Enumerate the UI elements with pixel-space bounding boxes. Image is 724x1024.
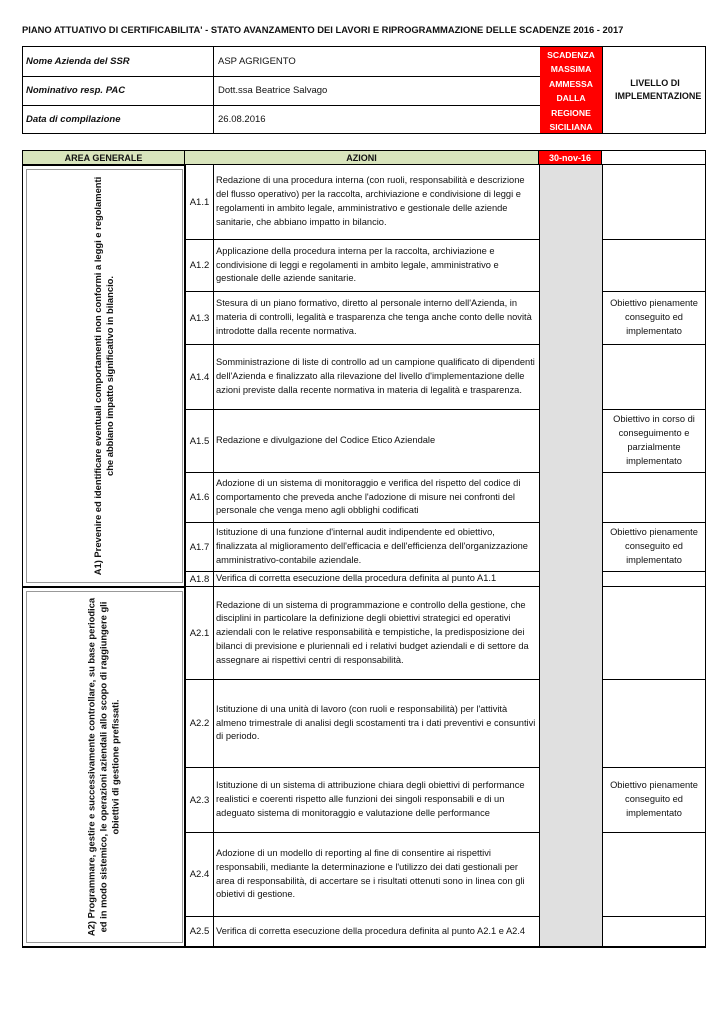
table-row (185, 345, 706, 410)
info-label-azienda: Nome Azienda del SSR (23, 47, 214, 76)
action-code: A1.2 (185, 240, 213, 292)
table-row (185, 680, 706, 768)
action-code: A1.3 (185, 292, 213, 345)
table-row (185, 917, 706, 947)
header-azioni: AZIONI (185, 150, 539, 165)
action-description: Redazione di una procedura interna (con ruoli, responsabilità e descrizione del flusso operativo) per la raccolta, archiviazione e condivisione di leggi e regolamenti in ambito legale, amministrativo e gestionale delle aziende sanitarie, che abbiano impatto in bilancio. (213, 165, 539, 240)
info-value-azienda: ASP AGRIGENTO (214, 47, 562, 76)
action-description: Adozione di un sistema di monitoraggio e verifica del rispetto del codice di comportamento che preveda anche l'adozione di misure nei confronti del personale che venga meno agli obblighi codificati (213, 473, 539, 523)
implementation-level (602, 473, 706, 523)
action-code: A2.2 (185, 680, 213, 768)
action-description: Istituzione di una unità di lavoro (con ruoli e responsabilità) per l'attività almeno trimestrale di analisi degli scostamenti tra i dati preventivi e consuntivi di periodo. (213, 680, 539, 768)
table-row (185, 523, 706, 572)
table-row (185, 587, 706, 680)
implementation-level (602, 917, 706, 947)
table-row (185, 410, 706, 473)
implementation-level: Obiettivo pienamente conseguito ed implementato (602, 292, 706, 345)
action-code: A1.8 (185, 572, 213, 587)
deadline-cell (539, 833, 602, 917)
deadline-cell (539, 292, 602, 345)
deadline-cell (539, 165, 602, 240)
header-empty (602, 150, 706, 165)
info-table (22, 46, 706, 134)
action-code: A2.1 (185, 587, 213, 680)
header-deadline-date: 30-nov-16 (539, 150, 602, 165)
implementation-level: Obiettivo pienamente conseguito ed implementato (602, 768, 706, 833)
action-description: Istituzione di una funzione d'internal audit indipendente ed obiettivo, finalizzata al miglioramento dell'efficacia e dell'efficienza dell'organizzazione amministrativo-contabile aziendale. (213, 523, 539, 572)
action-code: A1.5 (185, 410, 213, 473)
deadline-cell (539, 240, 602, 292)
implementation-level (602, 572, 706, 587)
deadline-cell (539, 572, 602, 587)
livello-header: LIVELLO DI IMPLEMENTAZIONE (615, 78, 702, 101)
info-label-resp: Nominativo resp. PAC (23, 76, 214, 105)
info-value-resp: Dott.ssa Beatrice Salvago (214, 76, 562, 105)
deadline-cell (539, 587, 602, 680)
table-row (185, 572, 706, 587)
document-title: PIANO ATTUATIVO DI CERTIFICABILITA' - STATO AVANZAMENTO DEI LAVORI E RIPROGRAMMAZIONE DELLE SCADENZE 2016 - 2017 (22, 24, 624, 35)
action-description: Somministrazione di liste di controllo ad un campione qualificato di dipendenti dell'Azienda e finalizzato alla rilevazione del livello d'implementazione delle azioni previste dalla recente normativa in materia di legalità e trasparenza. (213, 345, 539, 410)
action-description: Stesura di un piano formativo, diretto al personale interno dell'Azienda, in materia di controlli, legalità e trasparenza che tenga anche conto delle novità introdotte dalla recente normativa. (213, 292, 539, 345)
area-a1 (22, 165, 185, 587)
deadline-cell (539, 917, 602, 947)
implementation-level: Obiettivo in corso di conseguimento e parzialmente implementato (602, 410, 706, 473)
header-area-generale: AREA GENERALE (22, 150, 185, 165)
implementation-level (602, 165, 706, 240)
action-description: Redazione e divulgazione del Codice Etico Aziendale (213, 410, 539, 473)
implementation-level: Obiettivo pienamente conseguito ed implementato (602, 523, 706, 572)
action-code: A1.1 (185, 165, 213, 240)
table-row (185, 165, 706, 240)
action-description: Verifica di corretta esecuzione della procedura definita al punto A2.1 e A2.4 (213, 917, 539, 947)
deadline-cell (539, 768, 602, 833)
deadline-cell (539, 680, 602, 768)
implementation-level (602, 833, 706, 917)
implementation-level (602, 680, 706, 768)
action-code: A1.4 (185, 345, 213, 410)
table-row (185, 833, 706, 917)
scadenza-header: SCADENZA MASSIMA AMMESSA DALLA REGIONE SICILIANA (540, 47, 603, 133)
deadline-cell (539, 523, 602, 572)
deadline-cell (539, 345, 602, 410)
action-description: Verifica di corretta esecuzione della procedura definita al punto A1.1 (213, 572, 539, 587)
action-code: A2.4 (185, 833, 213, 917)
action-code: A2.3 (185, 768, 213, 833)
implementation-level (602, 587, 706, 680)
deadline-cell (539, 410, 602, 473)
info-label-data: Data di compilazione (23, 105, 214, 133)
action-description: Applicazione della procedura interna per la raccolta, archiviazione e condivisione di leggi e regolamenti in ambito legale, amministrativo e gestionale delle aziende sanitarie. (213, 240, 539, 292)
info-value-data: 26.08.2016 (214, 105, 562, 133)
area-a2-text: A2) Programmare, gestire e successivamente controllare, su base periodica ed in modo sistemico, le operazioni aziendali allo scopo di raggiungere gli obiettivi di gestione prefissati. (85, 597, 121, 937)
table-row (185, 473, 706, 523)
action-code: A2.5 (185, 917, 213, 947)
deadline-cell (539, 473, 602, 523)
table-row (185, 292, 706, 345)
action-description: Adozione di un modello di reporting al fine di consentire ai rispettivi responsabili, mediante la determinazione e l'utilizzo dei dati gestionali per area di responsabilità, di accertare se i risultati ottenuti sono in linea con gli obietivi di gestione. (213, 833, 539, 917)
action-code: A1.7 (185, 523, 213, 572)
action-description: Istituzione di un sistema di attribuzione chiara degli obiettivi di performance realistici e coerenti rispetto alle funzioni dei singoli responsabili e di un adeguato sistema di monitoraggio e valutazione delle performance (213, 768, 539, 833)
action-description: Redazione di un sistema di programmazione e controllo della gestione, che disciplini in particolare la definizione degli obiettivi strategici ed operativi aziendali con le relative responsabilità e tempistiche, la predisposizione dei bilanci di previsione e pluriennali ed i relativi budget aziendali e di settore da assegnare ai rispettivi centri di responsabilità. (213, 587, 539, 680)
action-code: A1.6 (185, 473, 213, 523)
area-a2 (22, 587, 185, 947)
implementation-level (602, 240, 706, 292)
area-a1-text: A1) Prevenire ed identificare eventuali comportamenti non conformi a leggi e regolamenti che abbiano impatto significativo in bilancio. (91, 176, 115, 576)
table-row (185, 768, 706, 833)
actions-table (22, 150, 706, 947)
implementation-level (602, 345, 706, 410)
table-row (185, 240, 706, 292)
